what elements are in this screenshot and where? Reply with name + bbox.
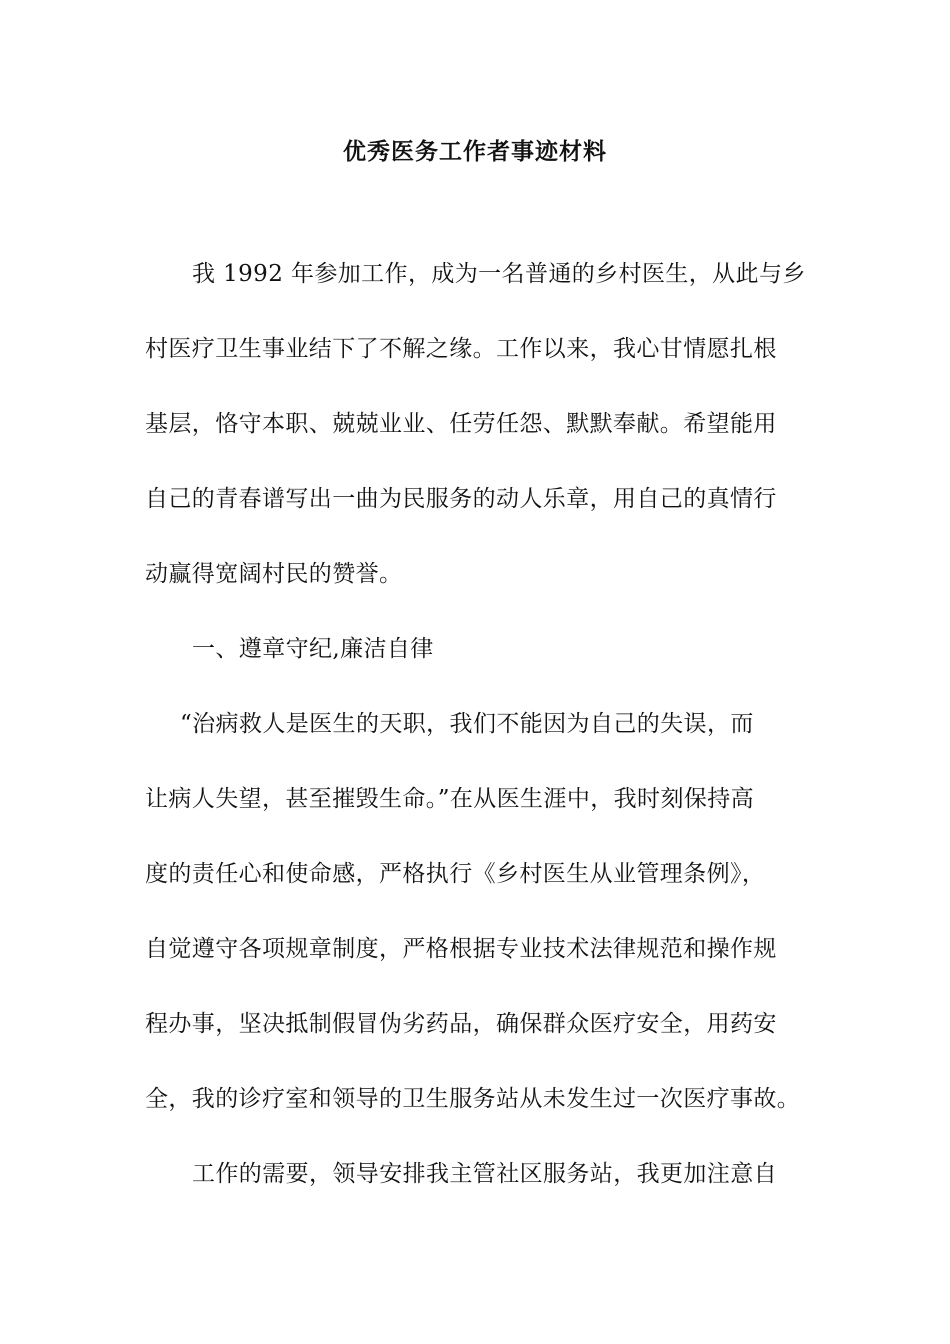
paragraph-line: 我 1992 年参加工作，成为一名普通的乡村医生，从此与乡 — [192, 261, 806, 287]
section-heading: 一、遵章守纪,廉洁自律 — [192, 636, 434, 662]
paragraph-line: 让病人失望，甚至摧毁生命。”在从医生涯中，我时刻保持高 — [145, 786, 755, 812]
paragraph-line: “治病救人是医生的天职，我们不能因为自己的失误，而 — [180, 711, 754, 737]
document-title: 优秀医务工作者事迹材料 — [343, 138, 607, 165]
paragraph-line: 工作的需要，领导安排我主管社区服务站，我更加注意自 — [192, 1161, 777, 1187]
paragraph-line: 动赢得宽阔村民的赞誉。 — [145, 561, 403, 587]
paragraph-line: 自觉遵守各项规章制度，严格根据专业技术法律规范和操作规 — [145, 936, 777, 962]
paragraph-line: 自己的青春谱写出一曲为民服务的动人乐章，用自己的真情行 — [145, 486, 777, 512]
paragraph-line: 全，我的诊疗室和领导的卫生服务站从未发生过一次医疗事故。 — [145, 1086, 801, 1112]
paragraph-line: 度的责任心和使命感，严格执行《乡村医生从业管理条例》， — [145, 861, 766, 887]
paragraph-line: 程办事，坚决抵制假冒伪劣药品，确保群众医疗安全，用药安 — [145, 1011, 777, 1037]
paragraph-line: 村医疗卫生事业结下了不解之缘。工作以来，我心甘情愿扎根 — [145, 336, 777, 362]
paragraph-line: 基层，恪守本职、兢兢业业、任劳任怨、默默奉献。希望能用 — [145, 411, 777, 437]
